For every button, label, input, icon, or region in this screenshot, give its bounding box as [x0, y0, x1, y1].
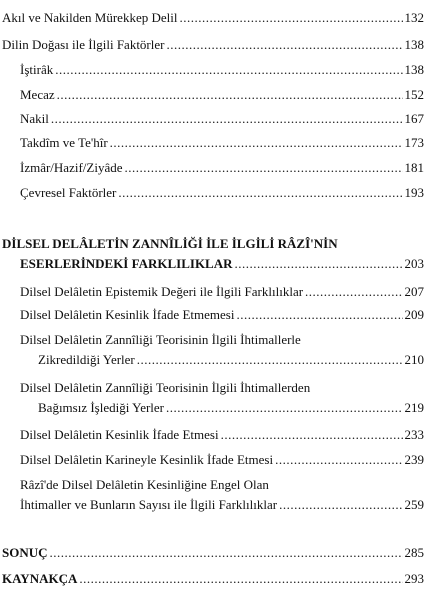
toc-entry [20, 497, 424, 513]
toc-entry-title: SONUÇ [2, 545, 48, 560]
toc-entry-title: Dilsel Delâletin Kesinlik İfade Etmesi [20, 427, 219, 442]
chapter-heading-line2: ESERLERİNDEKİ FARKLILIKLAR [20, 256, 233, 271]
dot-leader [57, 87, 403, 103]
toc-entry [0, 37, 424, 53]
dot-leader [305, 284, 402, 300]
chapter-heading [20, 256, 424, 272]
toc-entry-page: 293 [404, 571, 424, 586]
toc-entry [20, 87, 424, 103]
toc-entry-title: Dilsel Delâletin Karineyle Kesinlik İfade Etmesi [20, 452, 274, 467]
toc-entry-title-line2: Zikredildiği Yerler [38, 352, 135, 367]
toc-entry-title: İzmâr/Hazif/Ziyâde [20, 160, 123, 175]
toc-entry [20, 307, 424, 323]
toc-entry [20, 62, 424, 78]
toc-entry-title: Nakil [20, 111, 49, 126]
dot-leader [166, 37, 402, 53]
toc-entry-page: 181 [404, 160, 424, 175]
toc-entry-page: 173 [404, 135, 424, 150]
dot-leader [236, 307, 402, 323]
toc-entry-title-line2: İhtimaller ve Bunların Sayısı ile İlgili Farklılıklar [20, 497, 278, 512]
toc-entry-title: Dilsel Delâletin Epistemik Değeri ile İlgili Farklılıklar [20, 284, 304, 299]
dot-leader [125, 160, 403, 176]
toc-entry-page: 219 [404, 400, 424, 415]
toc-entry-title-line1: Dilsel Delâletin Zannîliği Teorisinin İlgili İhtimallerle [20, 332, 301, 347]
toc-entry-page: 152 [404, 87, 424, 102]
toc-entry [2, 545, 424, 561]
toc-entry-title: İştirâk [20, 62, 54, 77]
dot-leader [235, 256, 403, 272]
toc-entry-page: 167 [404, 111, 424, 126]
toc-entry-page: 210 [404, 352, 424, 367]
toc-entry-title: KAYNAKÇA [2, 571, 78, 586]
toc-entry-page: 259 [404, 497, 424, 512]
dot-leader [51, 111, 403, 127]
toc-entry [20, 111, 424, 127]
toc-entry [38, 400, 424, 416]
toc-entry-title-line1: Dilsel Delâletin Zannîliği Teorisinin İlgili İhtimallerden [20, 380, 311, 395]
toc-entry [20, 160, 424, 176]
toc-entry-title: Dilin Doğası ile İlgili Faktörler [2, 37, 165, 52]
dot-leader [221, 427, 403, 443]
toc-entry-page: 285 [404, 545, 424, 560]
toc-entry [0, 10, 424, 26]
toc-entry-page: 138 [404, 37, 424, 52]
toc-entry [20, 284, 424, 300]
toc-entry [20, 427, 424, 443]
dot-leader [79, 571, 402, 587]
toc-entry [20, 135, 424, 151]
toc-entry-title: Takdîm ve Te'hîr [20, 135, 108, 150]
toc-entry-title-line1: Râzî'de Dilsel Delâletin Kesinliğine Engel Olan [20, 477, 269, 492]
toc-entry-title-line2: Bağımsız İşlediği Yerler [38, 400, 165, 415]
toc-entry-page: 209 [404, 307, 424, 322]
dot-leader [137, 352, 403, 368]
dot-leader [118, 185, 402, 201]
toc-entry-page: 239 [404, 452, 424, 467]
toc-entry-title: Çevresel Faktörler [20, 185, 117, 200]
dot-leader [279, 497, 402, 513]
toc-entry-title: Mecaz [20, 87, 55, 102]
toc-entry-page: 203 [404, 256, 424, 271]
toc-entry-page: 193 [404, 185, 424, 200]
dot-leader [166, 400, 402, 416]
dot-leader [179, 10, 402, 26]
toc-entry [20, 452, 424, 468]
toc-entry [2, 571, 424, 587]
dot-leader [50, 545, 403, 561]
chapter-heading-line1: DİLSEL DELÂLETİN ZANNÎLİĞİ İLE İLGİLİ RÂZÎ'NİN [2, 236, 338, 251]
toc-entry-page: 207 [404, 284, 424, 299]
toc-entry-page: 138 [404, 62, 424, 77]
dot-leader [275, 452, 402, 468]
toc-entry-title: Akıl ve Nakilden Mürekkep Delil [2, 10, 178, 25]
dot-leader [55, 62, 402, 78]
dot-leader [110, 135, 403, 151]
toc-entry-page: 132 [404, 10, 424, 25]
toc-entry [20, 185, 424, 201]
toc-entry [38, 352, 424, 368]
toc-entry-title: Dilsel Delâletin Kesinlik İfade Etmemesi [20, 307, 235, 322]
toc-entry-page: 233 [404, 427, 424, 442]
